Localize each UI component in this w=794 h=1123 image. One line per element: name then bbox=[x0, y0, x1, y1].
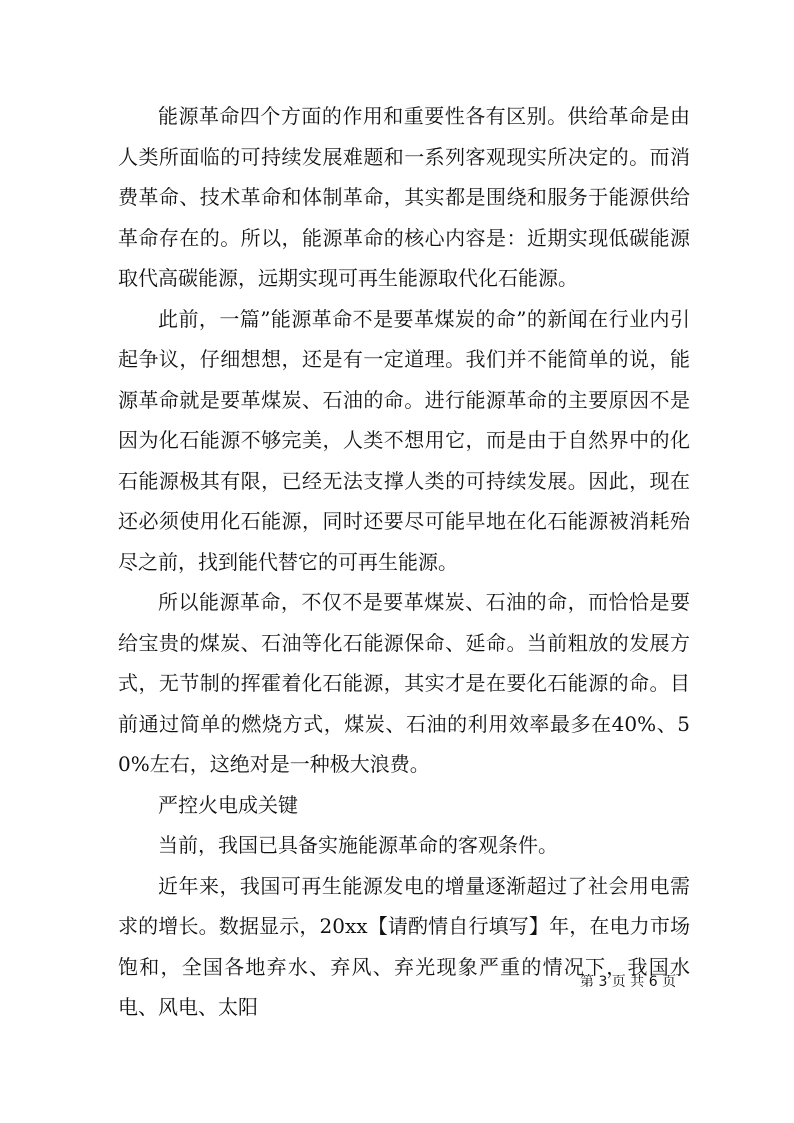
page-number-footer: 第 3 页 共 6 页 bbox=[580, 974, 677, 990]
paragraph-2: 此前，一篇”能源革命不是要革煤炭的命”的新闻在行业内引起争议，仔细想想，还是有一定道理。我们并不能简单的说，能源革命就是要革煤炭、石油的命。进行能源革命的主要原因不是因为化石能源不够完美，人类不想用它，而是由于自然界中的化石能源极其有限，已经无法支撑人类的可持续发展。因此，现在还必须使用化石能源，同时还要尽可能早地在化石能源被消耗殆尽之前，找到能代替它的可再生能源。 bbox=[118, 306, 690, 574]
section-heading: 严控火电成关键 bbox=[158, 792, 298, 817]
document-body bbox=[118, 96, 690, 1028]
paragraph-1: 能源革命四个方面的作用和重要性各有区别。供给革命是由人类所面临的可持续发展难题和一系列客观现实所决定的。而消费革命、技术革命和体制革命，其实都是围绕和服务于能源供给革命存在的。所以，能源革命的核心内容是：近期实现低碳能源取代高碳能源，远期实现可再生能源取代化石能源。 bbox=[118, 104, 690, 290]
paragraph-3: 所以能源革命，不仅不是要革煤炭、石油的命，而恰恰是要给宝贵的煤炭、石油等化石能源保命、延命。当前粗放的发展方式，无节制的挥霍着化石能源，其实才是在要化石能源的命。目前通过简单的燃烧方式，煤炭、石油的利用效率最多在40%、50%左右，这绝对是一种极大浪费。 bbox=[118, 590, 690, 776]
paragraph-4: 当前，我国已具备实施能源革命的客观条件。 bbox=[158, 833, 558, 857]
paragraph-5: 近年来，我国可再生能源发电的增量逐渐超过了社会用电需求的增长。数据显示，20xx【请酌情自行填写】年，在电力市场饱和，全国各地弃水、弃风、弃光现象严重的情况下，我国水电、风电、太阳 bbox=[118, 873, 690, 1019]
